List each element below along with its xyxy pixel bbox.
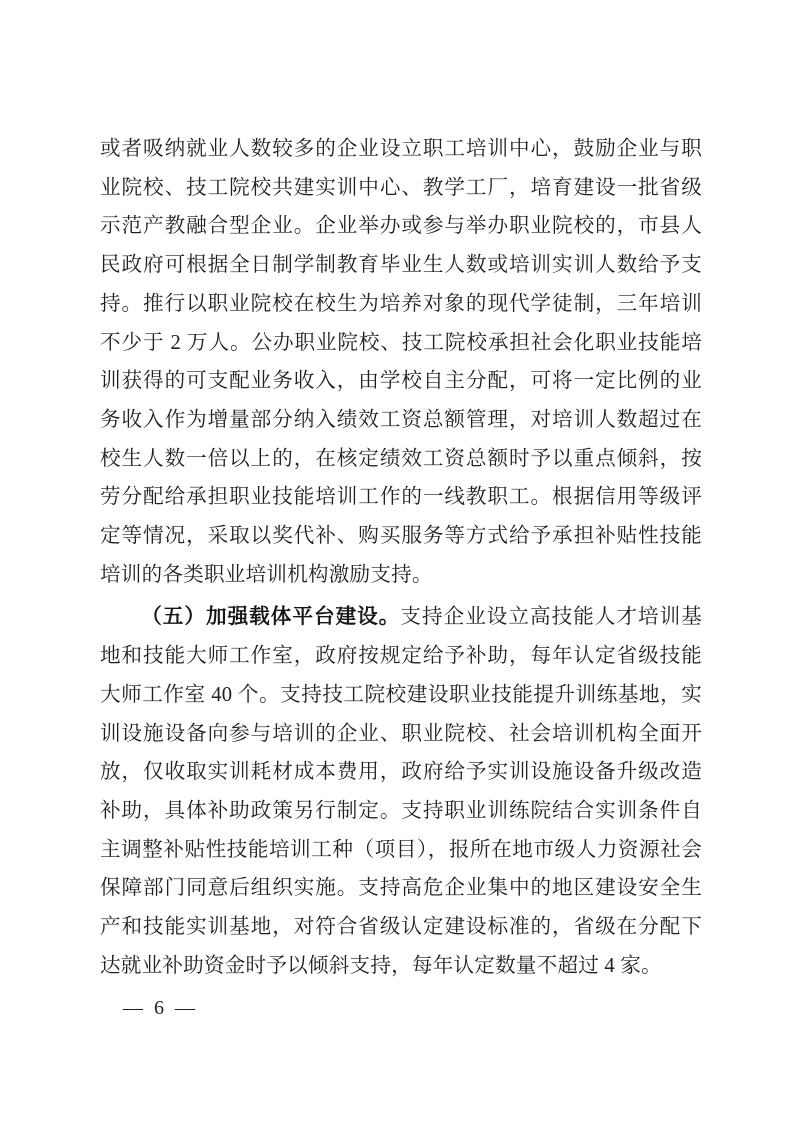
paragraph-text: 支持企业设立高技能人才培训基地和技能大师工作室，政府按规定给予补助，每年认定省级技能大师工作室 40 个。支持技工院校建设职业技能提升训练基地，实训设施设备向参与培训的企业、职业院校、社会培训机构全面开放，仅收取实训耗材成本费用，政府给予实训设施设备升级改造补助，具体补助政策另行制定。支持职业训练院结合实训条件自主调整补贴性技能培训工种（项目），报所在地市级人力资源社会保障部门同意后组织实施。支持高危企业集中的地区建设安全生产和技能实训基地，对符合省级认定建设标准的，省级在分配下达就业补助资金时予以倾斜支持，每年认定数量不超过 4 家。 <box>100 606 702 977</box>
page-footer <box>123 997 198 1020</box>
section-heading: （五）加强载体平台建设。 <box>141 606 401 629</box>
body-paragraph-section-5 <box>100 598 702 985</box>
paragraph-text: 或者吸纳就业人数较多的企业设立职工培训中心，鼓励企业与职业院校、技工院校共建实训中心、教学工厂，培育建设一批省级示范产教融合型企业。企业举办或参与举办职业院校的，市县人民政府可根据全日制学制教育毕业生人数或培训实训人数给予支持。推行以职业院校在校生为培养对象的现代学徒制，三年培训不少于 2 万人。公办职业院校、技工院校承担社会化职业技能培训获得的可支配业务收入，由学校自主分配，可将一定比例的业务收入作为增量部分纳入绩效工资总额管理，对培训人数超过在校生人数一倍以上的，在核定绩效工资总额时予以重点倾斜，按劳分配给承担职业技能培训工作的一线教职工。根据信用等级评定等情况，采取以奖代补、购买服务等方式给予承担补贴性技能培训的各类职业培训机构激励支持。 <box>100 138 702 586</box>
document-body <box>100 130 702 985</box>
page-number: — 6 — <box>123 997 198 1019</box>
body-paragraph-continuation <box>100 130 702 594</box>
